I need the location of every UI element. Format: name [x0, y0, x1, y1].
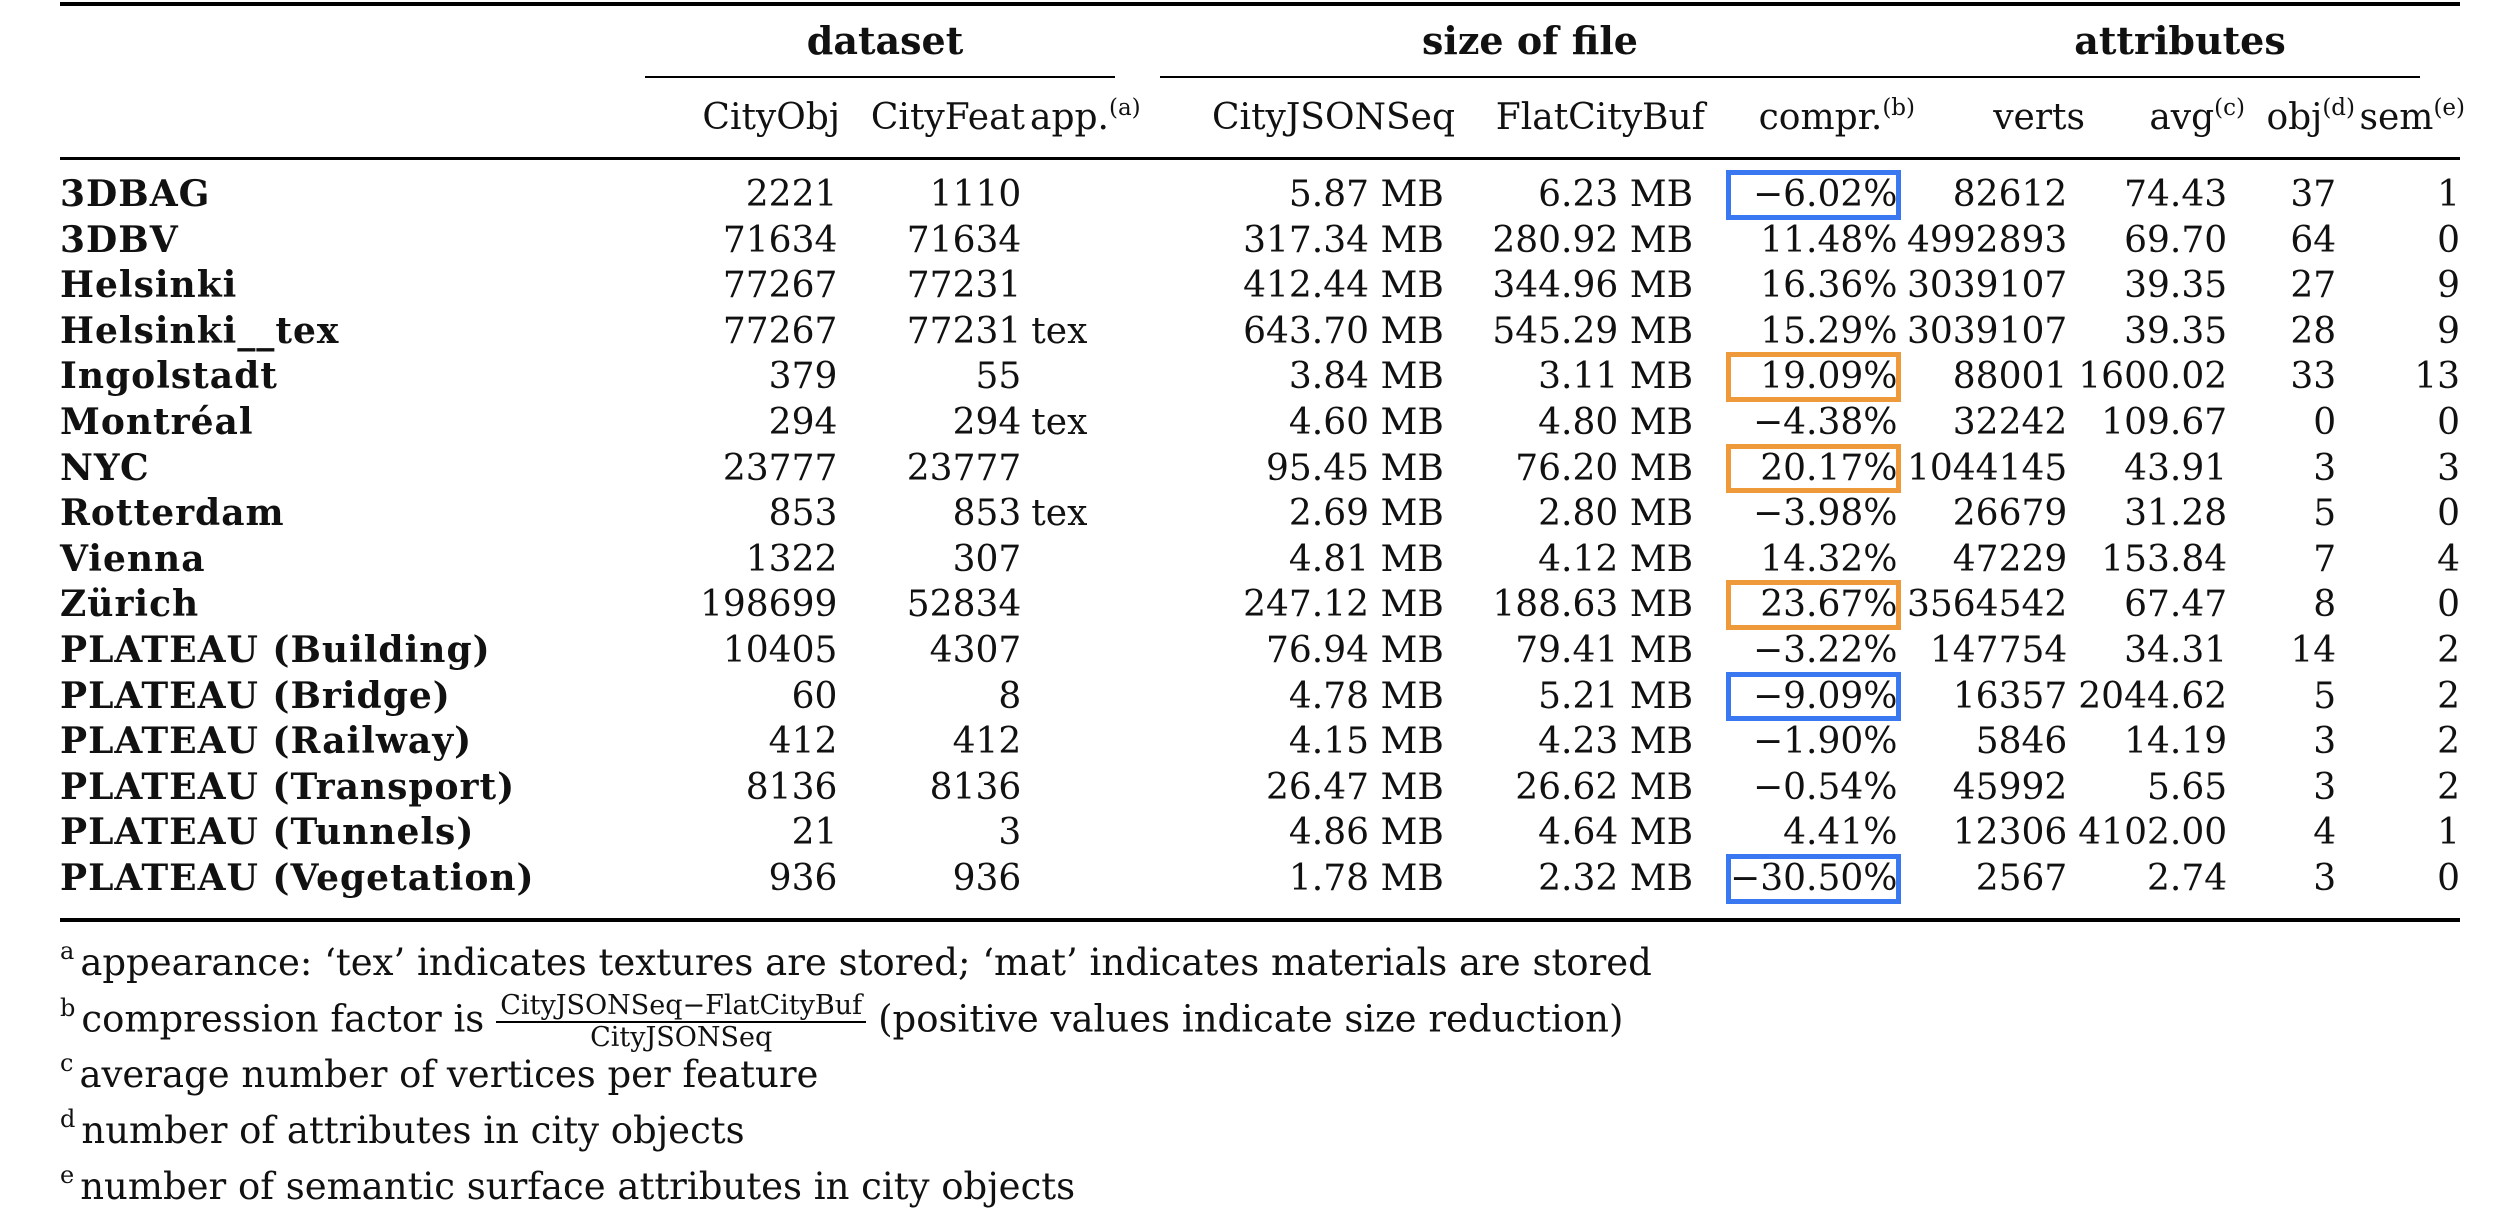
flatcitybuf-size-cell: 4.23 MB — [1538, 721, 1694, 763]
table-row — [60, 765, 2460, 811]
verts-cell: 3564542 — [1906, 584, 2068, 626]
cityfeat-cell: 77231 — [906, 310, 1022, 352]
avg-cell: 4102.00 — [2078, 812, 2228, 854]
dataset-name: Montréal — [60, 400, 254, 443]
appearance-cell — [1021, 856, 1140, 902]
cityjsonseq-size-cell: 317.34 MB — [1243, 219, 1444, 261]
sem-cell: 2 — [2437, 766, 2460, 808]
appearance-cell: tex — [1031, 401, 1088, 443]
dataset-name: PLATEAU (Railway) — [60, 720, 473, 763]
verts-cell: 88001 — [1952, 356, 2068, 398]
cityjsonseq-size-cell: 3.84 MB — [1288, 356, 1444, 398]
cityfeat-cell: 77231 — [906, 265, 1022, 307]
avg-cell: 2.74 — [2146, 857, 2228, 899]
flatcitybuf-size-cell: 280.92 MB — [1492, 219, 1694, 261]
appearance-cell — [1021, 810, 1140, 856]
obj-cell: 64 — [2290, 219, 2337, 261]
appearance-cell — [1021, 537, 1140, 583]
col-sem: sem$^{(e)}$ — [2359, 95, 2465, 138]
dataset-name: Vienna — [60, 537, 206, 580]
cityfeat-cell: 853 — [952, 493, 1022, 535]
table-row — [60, 309, 2460, 355]
dataset-name: PLATEAU (Bridge) — [60, 674, 451, 717]
sem-cell: 2 — [2437, 675, 2460, 717]
compression-cell: 15.29% — [1760, 310, 1898, 352]
appearance-cell — [1021, 582, 1140, 628]
cityjsonseq-size-cell: 4.60 MB — [1288, 401, 1444, 443]
avg-cell: 43.91 — [2124, 447, 2228, 489]
appearance-cell — [1021, 218, 1140, 264]
cityobj-cell: 8136 — [745, 766, 838, 808]
compression-cell: −0.54% — [1752, 766, 1898, 808]
appearance-cell — [1021, 765, 1140, 811]
obj-cell: 27 — [2290, 265, 2337, 307]
verts-cell: 47229 — [1952, 538, 2068, 580]
dataset-name: 3DBV — [60, 218, 179, 261]
cityjsonseq-size-cell: 247.12 MB — [1243, 584, 1444, 626]
cityobj-cell: 23777 — [722, 447, 838, 489]
flatcitybuf-size-cell: 79.41 MB — [1515, 629, 1694, 671]
flatcitybuf-size-cell: 76.20 MB — [1515, 447, 1694, 489]
cityobj-cell: 21 — [791, 812, 838, 854]
sem-cell: 0 — [2437, 401, 2460, 443]
verts-cell: 82612 — [1952, 174, 2068, 215]
table-row — [60, 354, 2460, 400]
cityfeat-cell: 55 — [975, 356, 1022, 398]
appearance-cell: tex — [1031, 310, 1088, 352]
header-rule — [60, 157, 2460, 160]
compression-cell: 4.41% — [1783, 812, 1898, 854]
avg-cell: 14.19 — [2124, 721, 2228, 763]
obj-cell: 5 — [2313, 675, 2337, 717]
cityjsonseq-size-cell: 1.78 MB — [1288, 857, 1444, 899]
obj-cell: 3 — [2313, 721, 2337, 763]
appearance-cell — [1021, 263, 1140, 309]
col-verts: verts — [1993, 97, 2085, 138]
table-row — [60, 537, 2460, 583]
compression-cell: 23.67% — [1760, 584, 1898, 626]
cityjsonseq-size-cell: 76.94 MB — [1266, 629, 1444, 671]
highlight-box-orange — [1726, 352, 1901, 402]
appearance-cell — [1021, 628, 1140, 674]
cityobj-cell: 412 — [768, 721, 838, 763]
compression-cell: −4.38% — [1752, 401, 1898, 443]
compression-cell: −3.22% — [1752, 629, 1898, 671]
cityfeat-cell: 3 — [998, 812, 1022, 854]
cityfeat-cell: 8136 — [929, 766, 1022, 808]
flatcitybuf-size-cell: 545.29 MB — [1492, 310, 1694, 352]
sem-cell: 0 — [2437, 493, 2460, 535]
table-row — [60, 491, 2460, 537]
group-dataset: dataset — [806, 18, 964, 63]
footnote-c: $^c$ average number of vertices per feature — [60, 1049, 819, 1096]
obj-cell: 7 — [2313, 538, 2337, 580]
appearance-cell — [1021, 719, 1140, 765]
sem-cell: 0 — [2437, 584, 2460, 626]
cityjsonseq-size-cell: 4.86 MB — [1288, 812, 1444, 854]
cityfeat-cell: 71634 — [906, 219, 1022, 261]
verts-cell: 26679 — [1952, 493, 2068, 535]
cityfeat-cell: 8 — [998, 675, 1022, 717]
cityfeat-cell: 4307 — [929, 629, 1022, 671]
cityjsonseq-size-cell: 412.44 MB — [1243, 265, 1444, 307]
highlight-box-orange — [1726, 444, 1901, 494]
cityjsonseq-size-cell: 2.69 MB — [1288, 493, 1444, 535]
obj-cell: 0 — [2313, 401, 2337, 443]
avg-cell: 34.31 — [2124, 629, 2228, 671]
cityfeat-cell: 23777 — [906, 447, 1022, 489]
flatcitybuf-size-cell: 188.63 MB — [1492, 584, 1694, 626]
compression-cell: −3.98% — [1752, 493, 1898, 535]
cityfeat-cell: 52834 — [906, 584, 1022, 626]
dataset-name: Helsinki — [60, 264, 238, 307]
compression-cell: 14.32% — [1760, 538, 1898, 580]
verts-cell: 1044145 — [1906, 447, 2068, 489]
data-table — [60, 172, 2460, 902]
compression-cell: 16.36% — [1760, 265, 1898, 307]
flatcitybuf-size-cell: 2.80 MB — [1538, 493, 1694, 535]
verts-cell: 3039107 — [1906, 265, 2068, 307]
dataset-name: Rotterdam — [60, 492, 285, 535]
group-dataset-rule — [645, 76, 1115, 78]
compression-cell: 19.09% — [1760, 356, 1898, 398]
highlight-box-blue — [1726, 170, 1901, 220]
sem-cell: 0 — [2437, 219, 2460, 261]
flatcitybuf-size-cell: 344.96 MB — [1492, 265, 1694, 307]
sem-cell: 9 — [2437, 265, 2460, 307]
dataset-name: NYC — [60, 446, 150, 489]
appearance-cell: tex — [1031, 493, 1088, 535]
col-obj: obj$^{(d)}$ — [2266, 95, 2355, 138]
group-attributes: attributes — [2074, 18, 2286, 63]
bottom-rule — [60, 918, 2460, 922]
cityobj-cell: 10405 — [722, 629, 838, 671]
sem-cell: 1 — [2437, 812, 2460, 854]
col-avg: avg$^{(c)}$ — [2149, 95, 2245, 138]
verts-cell: 4992893 — [1906, 219, 2068, 261]
cityfeat-cell: 1110 — [929, 174, 1022, 215]
sem-cell: 2 — [2437, 721, 2460, 763]
avg-cell: 153.84 — [2101, 538, 2228, 580]
avg-cell: 39.35 — [2124, 265, 2228, 307]
dataset-name: Helsinki__tex — [60, 309, 340, 352]
obj-cell: 3 — [2313, 766, 2337, 808]
avg-cell: 2044.62 — [2078, 675, 2228, 717]
table-row — [60, 582, 2460, 628]
obj-cell: 5 — [2313, 493, 2337, 535]
dataset-name: 3DBAG — [60, 173, 211, 215]
compression-cell: −1.90% — [1752, 721, 1898, 763]
compression-cell: −9.09% — [1752, 675, 1898, 717]
obj-cell: 3 — [2313, 857, 2337, 899]
footnote-d: $^d$ number of attributes in city objects — [60, 1105, 745, 1152]
flatcitybuf-size-cell: 4.80 MB — [1538, 401, 1694, 443]
footnote-e: $^e$ number of semantic surface attributes in city objects — [60, 1161, 1076, 1208]
highlight-box-orange — [1726, 580, 1901, 630]
verts-cell: 2567 — [1975, 857, 2068, 899]
avg-cell: 5.65 — [2146, 766, 2228, 808]
flatcitybuf-size-cell: 5.21 MB — [1538, 675, 1694, 717]
table-row — [60, 810, 2460, 856]
obj-cell: 14 — [2290, 629, 2337, 671]
cityobj-cell: 1322 — [745, 538, 838, 580]
sem-cell: 9 — [2437, 310, 2460, 352]
footnotes — [60, 935, 1652, 1215]
flatcitybuf-size-cell: 2.32 MB — [1538, 857, 1694, 899]
table-row — [60, 172, 2460, 218]
verts-cell: 3039107 — [1906, 310, 2068, 352]
cityobj-cell: 2221 — [745, 174, 838, 215]
col-compr: compr.$^{(b)}$ — [1758, 95, 1915, 138]
cityobj-cell: 71634 — [722, 219, 838, 261]
cityjsonseq-size-cell: 643.70 MB — [1243, 310, 1444, 352]
compression-cell: −30.50% — [1730, 857, 1898, 899]
obj-cell: 33 — [2290, 356, 2337, 398]
avg-cell: 31.28 — [2124, 493, 2228, 535]
cityjsonseq-size-cell: 5.87 MB — [1288, 174, 1444, 215]
cityjsonseq-size-cell: 95.45 MB — [1266, 447, 1444, 489]
cityobj-cell: 294 — [768, 401, 838, 443]
cityobj-cell: 60 — [791, 675, 838, 717]
table-row — [60, 263, 2460, 309]
cityfeat-cell: 412 — [952, 721, 1022, 763]
flatcitybuf-size-cell: 3.11 MB — [1538, 356, 1694, 398]
obj-cell: 37 — [2290, 174, 2337, 215]
group-size: size of file — [1422, 18, 1638, 63]
table-row — [60, 446, 2460, 492]
avg-cell: 109.67 — [2101, 401, 2228, 443]
group-attributes-rule — [1895, 76, 2420, 78]
col-cityfeat: CityFeat — [870, 97, 1025, 138]
sem-cell: 1 — [2437, 174, 2460, 215]
avg-cell: 67.47 — [2124, 584, 2228, 626]
top-rule — [60, 2, 2460, 6]
col-flatcitybuf: FlatCityBuf — [1495, 97, 1705, 138]
verts-cell: 147754 — [1929, 629, 2068, 671]
cityjsonseq-size-cell: 4.78 MB — [1288, 675, 1444, 717]
sem-cell: 4 — [2437, 538, 2460, 580]
cityjsonseq-size-cell: 4.81 MB — [1288, 538, 1444, 580]
appearance-cell — [1021, 674, 1140, 720]
verts-cell: 16357 — [1952, 675, 2068, 717]
highlight-box-blue — [1726, 672, 1901, 722]
footnote-a: $^a$ appearance: ‘tex’ indicates textures are stored; ‘mat’ indicates materials are stored — [60, 937, 1652, 984]
flatcitybuf-size-cell: 6.23 MB — [1538, 174, 1694, 215]
verts-cell: 12306 — [1952, 812, 2068, 854]
flatcitybuf-size-cell: 26.62 MB — [1515, 766, 1694, 808]
highlight-box-blue — [1726, 854, 1901, 904]
compression-cell: −6.02% — [1752, 174, 1898, 215]
dataset-name: PLATEAU (Transport) — [60, 765, 516, 808]
table-row — [60, 628, 2460, 674]
table-row — [60, 856, 2460, 902]
flatcitybuf-size-cell: 4.64 MB — [1538, 812, 1694, 854]
cityobj-cell: 77267 — [722, 310, 838, 352]
obj-cell: 8 — [2313, 584, 2337, 626]
cityobj-cell: 379 — [768, 356, 838, 398]
table-row — [60, 719, 2460, 765]
cityobj-cell: 77267 — [722, 265, 838, 307]
col-app: app.$^{(a)}$ — [1030, 95, 1141, 138]
dataset-name: PLATEAU (Building) — [60, 628, 491, 671]
dataset-name: PLATEAU (Tunnels) — [60, 811, 475, 854]
avg-cell: 1600.02 — [2078, 356, 2228, 398]
verts-cell: 32242 — [1952, 401, 2068, 443]
footnote-b: $^b$ compression factor is $\frac{\text{CityJSONSeq−FlatCityBuf}}{\text{CityJSONSeq}}$ (positive values indicate size reduction) — [60, 990, 1624, 1053]
obj-cell: 3 — [2313, 447, 2337, 489]
avg-cell: 69.70 — [2124, 219, 2228, 261]
obj-cell: 4 — [2313, 812, 2337, 854]
sem-cell: 3 — [2437, 447, 2460, 489]
table-row — [60, 400, 2460, 446]
appearance-cell — [1021, 172, 1140, 218]
sem-cell: 13 — [2414, 356, 2460, 398]
compression-cell: 20.17% — [1760, 447, 1898, 489]
compression-cell: 11.48% — [1760, 219, 1898, 261]
cityobj-cell: 853 — [768, 493, 838, 535]
cityfeat-cell: 936 — [952, 857, 1022, 899]
verts-cell: 45992 — [1952, 766, 2068, 808]
sem-cell: 2 — [2437, 629, 2460, 671]
avg-cell: 74.43 — [2124, 174, 2228, 215]
col-cityjsonseq: CityJSONSeq — [1212, 97, 1455, 138]
col-cityobj: CityObj — [702, 97, 840, 138]
table-row — [60, 218, 2460, 264]
cityobj-cell: 198699 — [699, 584, 838, 626]
group-size-rule — [1160, 76, 1900, 78]
avg-cell: 39.35 — [2124, 310, 2228, 352]
flatcitybuf-size-cell: 4.12 MB — [1538, 538, 1694, 580]
cityfeat-cell: 307 — [952, 538, 1022, 580]
table-row — [60, 674, 2460, 720]
appearance-cell — [1021, 354, 1140, 400]
sem-cell: 0 — [2437, 857, 2460, 899]
dataset-name: PLATEAU (Vegetation) — [60, 856, 535, 899]
compression-fraction: $\frac{\text{CityJSONSeq−FlatCityBuf}}{\text{CityJSONSeq}}$ — [496, 991, 866, 1053]
dataset-name: Ingolstadt — [60, 355, 278, 398]
cityjsonseq-size-cell: 4.15 MB — [1288, 721, 1444, 763]
dataset-name: Zürich — [60, 583, 200, 626]
cityfeat-cell: 294 — [952, 401, 1022, 443]
verts-cell: 5846 — [1975, 721, 2068, 763]
cityjsonseq-size-cell: 26.47 MB — [1266, 766, 1444, 808]
cityobj-cell: 936 — [768, 857, 838, 899]
appearance-cell — [1021, 446, 1140, 492]
obj-cell: 28 — [2290, 310, 2337, 352]
